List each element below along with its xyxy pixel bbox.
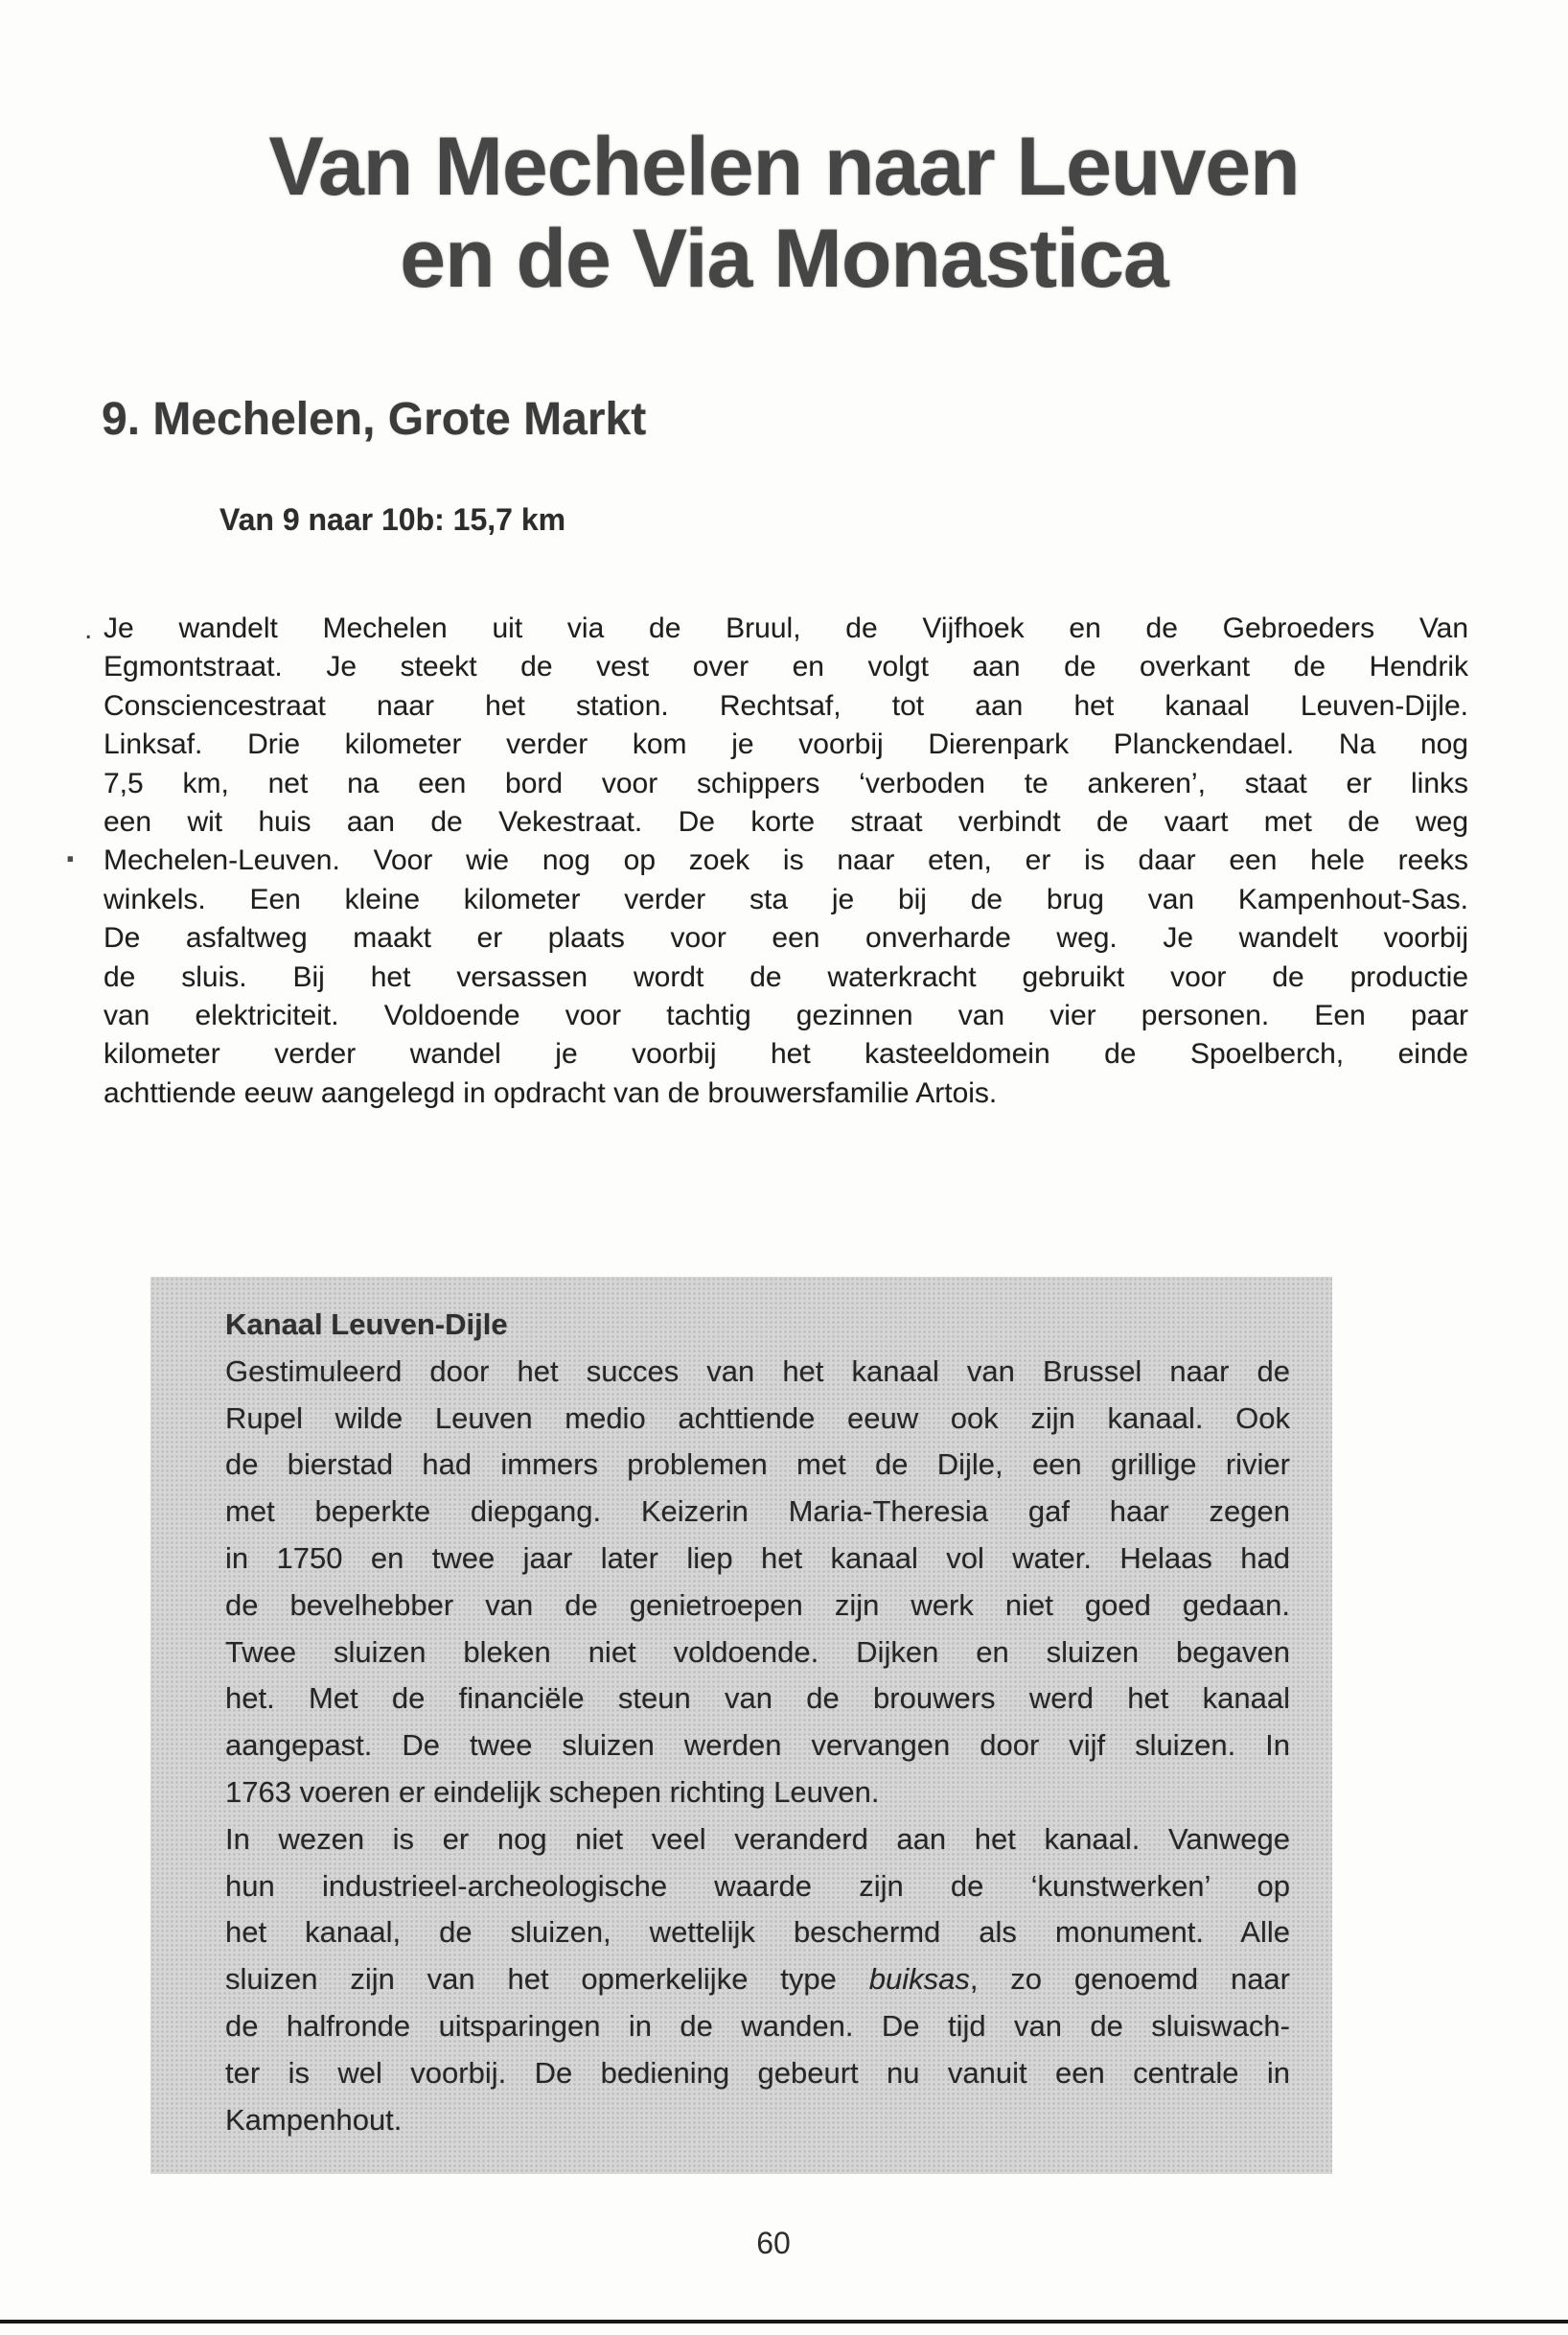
box-line: het kanaal, de sluizen, wettelijk beschermd als monument. Alle (225, 1915, 1290, 1950)
bottom-rule-divider (0, 2320, 1568, 2323)
box-line: aangepast. De twee sluizen werden vervangen door vijf sluizen. In (225, 1728, 1290, 1763)
paragraph-line: Mechelen-Leuven. Voor wie nog op zoek is naar eten, er is daar een hele reeks (104, 844, 1468, 877)
scan-artifact-dot: · (65, 840, 78, 880)
paragraph-line: de sluis. Bij het versassen wordt de waterkracht gebruikt voor de productie (104, 960, 1468, 993)
box-line: ter is wel voorbij. De bediening gebeurt nu vanuit een centrale in (225, 2055, 1290, 2090)
box-line: Twee sluizen bleken niet voldoende. Dijken en sluizen begaven (225, 1634, 1290, 1669)
paragraph-line: van elektriciteit. Voldoende voor tachtig gezinnen van vier personen. Een paar (104, 1000, 1468, 1032)
distance-note: Van 9 naar 10b: 15,7 km (219, 502, 566, 537)
box-line: 1763 voeren er eindelijk schepen richting Leuven. (225, 1774, 880, 1809)
box-line: de halfronde uitsparingen in de wanden. De tijd van de sluiswach- (225, 2008, 1290, 2043)
box-line: In wezen is er nog niet veel veranderd aan het kanaal. Vanwege (225, 1821, 1290, 1856)
box-line: Kampenhout. (225, 2102, 403, 2137)
chapter-title-line-1: Van Mechelen naar Leuven (268, 121, 1300, 213)
italic-term-buiksas: buiksas (868, 1962, 970, 1997)
paragraph-line: een wit huis aan de Vekestraat. De korte straat verbindt de vaart met de weg (104, 806, 1468, 839)
box-line-with-italic (225, 1956, 1290, 2003)
box-line-segment: sluizen zijn van het opmerkelijke type (225, 1962, 869, 1997)
paragraph-line: De asfaltweg maakt er plaats voor een onverharde weg. Je wandelt voorbij (104, 922, 1468, 955)
section-heading: 9. Mechelen, Grote Markt (102, 394, 647, 445)
paragraph-line: Consciencestraat naar het station. Rechtsaf, tot aan het kanaal Leuven-Dijle. (104, 689, 1468, 722)
box-line: het. Met de financiële steun van de brouwers werd het kanaal (225, 1681, 1290, 1716)
box-line: Gestimuleerd door het succes van het kanaal van Brussel naar de (225, 1353, 1290, 1388)
scan-artifact-dot: . (84, 613, 93, 645)
box-line: hun industrieel-archeologische waarde zijn de ‘kunstwerken’ op (225, 1868, 1290, 1903)
paragraph-line: winkels. Een kleine kilometer verder sta je bij de brug van Kampenhout-Sas. (104, 883, 1468, 915)
paragraph-line: 7,5 km, net na een bord voor schippers ‘verboden te ankeren’, staat er links (104, 767, 1468, 799)
info-box-paragraph-2 (225, 1816, 1290, 2144)
paragraph-line: achttiende eeuw aangelegd in opdracht van de brouwersfamilie Artois. (104, 1076, 998, 1109)
info-box-kanaal-leuven-dijle (150, 1277, 1332, 2174)
paragraph-line: Je wandelt Mechelen uit via de Bruul, de Vijfhoek en de Gebroeders Van (104, 613, 1468, 644)
box-line: de bevelhebber van de genietroepen zijn werk niet goed gedaan. (225, 1587, 1290, 1622)
box-line: de bierstad had immers problemen met de Dijle, een grillige rivier (225, 1447, 1290, 1482)
chapter-title-line-2: en de Via Monastica (400, 213, 1168, 305)
page-number: 60 (756, 2226, 791, 2260)
paragraph-line: Egmontstraat. Je steekt de vest over en volgt aan de overkant de Hendrik (104, 651, 1468, 683)
info-box-paragraph-1 (225, 1349, 1290, 1816)
box-line: met beperkte diepgang. Keizerin Maria-Theresia gaf haar zegen (225, 1494, 1290, 1529)
info-box-heading: Kanaal Leuven-Dijle (225, 1307, 508, 1341)
paragraph-line: kilometer verder wandel je voorbij het kasteeldomein de Spoelberch, einde (104, 1038, 1468, 1071)
paragraph-line: Linksaf. Drie kilometer verder kom je voorbij Dierenpark Planckendael. Na nog (104, 728, 1468, 761)
box-line-segment: , zo genoemd naar (969, 1962, 1290, 1997)
box-line: in 1750 en twee jaar later liep het kanaal vol water. Helaas had (225, 1540, 1290, 1575)
chapter-title (0, 121, 1568, 305)
box-line: Rupel wilde Leuven medio achttiende eeuw ook zijn kanaal. Ook (225, 1400, 1290, 1435)
intro-paragraph (104, 610, 1468, 1113)
